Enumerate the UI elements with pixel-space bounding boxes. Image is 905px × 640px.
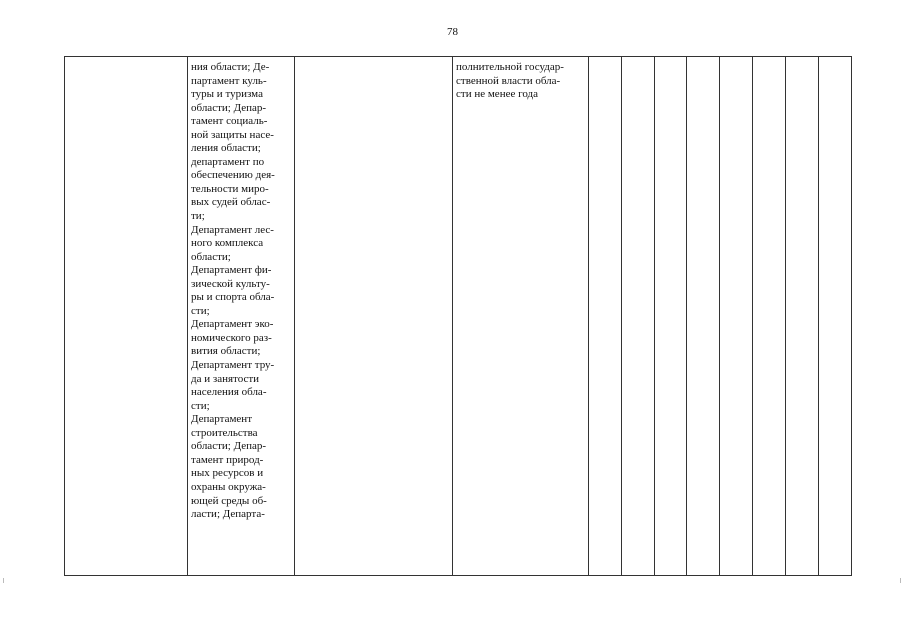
table-cell-col10 [753, 57, 786, 576]
text-line: номического раз- [191, 331, 272, 344]
text-line: сти не менее года [456, 88, 538, 101]
table-cell-col5 [589, 57, 622, 576]
scan-mark [900, 578, 901, 583]
table-row [65, 57, 852, 576]
table-cell-responsible-agencies [188, 57, 295, 576]
table-cell-condition [453, 57, 589, 576]
text-line: ного комплекса [191, 237, 264, 250]
text-line: обеспечению дея- [191, 169, 275, 182]
table-cell-col12 [819, 57, 852, 576]
page-number: 78 [447, 26, 458, 38]
scan-mark [3, 578, 4, 583]
table-cell-col6 [622, 57, 655, 576]
text-line: полнительной государ- [456, 61, 564, 73]
text-line: тамент природ- [191, 453, 264, 466]
table-cell-col9 [720, 57, 753, 576]
text-line: Департамент тру- [191, 359, 275, 372]
text-line: ющей среды об- [191, 494, 267, 507]
text-line: Департамент лес- [191, 223, 274, 236]
text-line: тамент социаль- [191, 115, 268, 128]
text-line: ния области; Де- [191, 61, 270, 73]
document-table [64, 56, 852, 576]
text-line: сти; [191, 399, 210, 412]
table-cell-col7 [655, 57, 687, 576]
text-line: области; [191, 250, 231, 263]
text-line: да и занятости [191, 372, 260, 385]
text-line: вых судей облас- [191, 196, 271, 209]
text-line: населения обла- [191, 386, 267, 399]
text-line: охраны окружа- [191, 480, 266, 493]
text-line: строительства [191, 426, 258, 439]
text-line: партамент куль- [191, 74, 267, 87]
text-line: ления области; [191, 142, 261, 155]
text-line: туры и туризма [191, 88, 263, 101]
text-line: сти; [191, 304, 210, 317]
table-cell-col1 [65, 57, 188, 576]
text-line: тельности миро- [191, 182, 269, 195]
text-line: Департамент эко- [191, 318, 274, 331]
table-cell-col8 [687, 57, 720, 576]
text-line: зической культу- [191, 277, 270, 290]
text-line: области; Депар- [191, 440, 267, 453]
text-line: ласти; Департа- [191, 508, 265, 521]
text-line: Департамент фи- [191, 264, 272, 277]
responsible-agencies-text [188, 57, 294, 522]
text-line: ственной власти обла- [456, 74, 561, 87]
text-line: ры и спорта обла- [191, 291, 275, 304]
text-line: ти; [191, 210, 205, 223]
text-line: Департамент [191, 413, 253, 426]
text-line: департамент по [191, 155, 265, 168]
text-line: области; Депар- [191, 101, 267, 114]
text-line: ных ресурсов и [191, 467, 264, 480]
condition-text [453, 57, 588, 102]
table-cell-col3 [295, 57, 453, 576]
text-line: ной защиты насе- [191, 128, 274, 141]
table-cell-col11 [786, 57, 819, 576]
text-line: вития области; [191, 345, 261, 358]
